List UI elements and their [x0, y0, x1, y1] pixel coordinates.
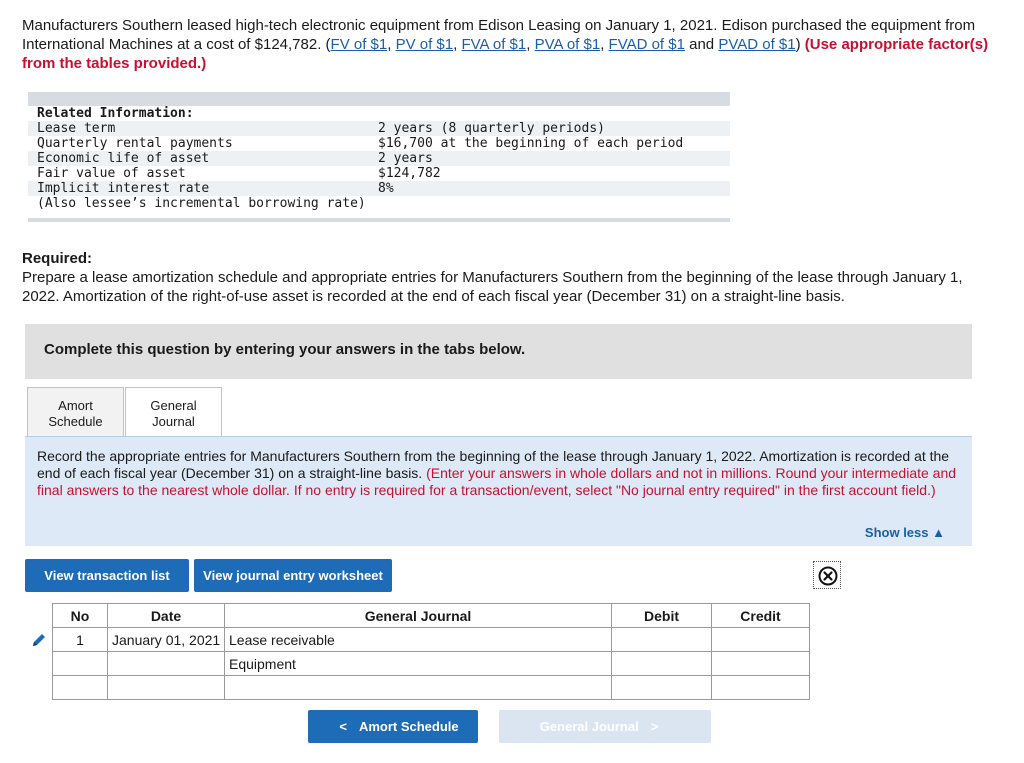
col-general-journal: General Journal: [225, 604, 612, 628]
info-value: $16,700 at the beginning of each period: [378, 136, 684, 151]
prev-amort-schedule-button[interactable]: [308, 710, 478, 743]
table-row: [53, 628, 810, 652]
show-less-label: Show less: [864, 525, 929, 540]
info-label: Lease term: [37, 121, 116, 136]
info-value: 2 years: [378, 151, 433, 166]
col-credit: Credit: [712, 604, 810, 628]
tab-label-line1: General: [150, 398, 197, 413]
link-pv[interactable]: PV of $1: [395, 36, 454, 53]
cell-account[interactable]: [225, 676, 612, 700]
cell-no: [53, 652, 108, 676]
instructions-note: (Enter your answers in whole dollars and not in millions. Round your intermediate and final answers to the nearest whole dollar. If no entry is required for a transaction/event, select "No journal entry required" in the first account field.): [37, 465, 957, 498]
cell-credit[interactable]: [712, 676, 810, 700]
table-row: [53, 676, 810, 700]
next-general-journal-button[interactable]: [499, 710, 711, 743]
chevron-left-icon: <: [339, 719, 347, 734]
cell-date: [108, 652, 225, 676]
cell-account[interactable]: Lease receivable: [225, 628, 612, 652]
related-info-heading: Related Information:: [37, 106, 194, 121]
tab-label-line1: Amort: [58, 398, 93, 413]
info-label: Implicit interest rate: [37, 181, 210, 196]
required-text: Prepare a lease amortization schedule and appropriate entries for Manufacturers Southern from the beginning of the lease through January 1, 2022. Amortization of the right-of-use asset is recorded at the end of each fiscal year (December 31) on a straight-line basis.: [22, 269, 963, 305]
tab-general-journal[interactable]: [125, 387, 222, 438]
cell-date: [108, 676, 225, 700]
view-transaction-list-button[interactable]: View transaction list: [25, 559, 189, 592]
show-less-toggle[interactable]: [865, 525, 945, 540]
tab-label-line2: Schedule: [48, 414, 103, 429]
link-pvad[interactable]: PVAD of $1: [718, 36, 796, 53]
cell-debit[interactable]: [612, 628, 712, 652]
link-fva[interactable]: FVA of $1: [461, 36, 527, 53]
info-row: [28, 136, 730, 151]
problem-intro: Manufacturers Southern leased high-tech electronic equipment from Edison Leasing on January 1, 2021. Edison purchased the equipment from International Machines at a cost of $124,782. (FV of $1, PV of $1, FVA of $1, PVA of $1, FVAD of $1 and PVAD of $1) (Use appropriate factor(s) from the tables provided.): [22, 17, 989, 72]
related-information-table: [28, 92, 730, 222]
triangle-up-icon: ▲: [932, 525, 945, 540]
info-label: Fair value of asset: [37, 166, 186, 181]
info-label: (Also lessee’s incremental borrowing rate): [37, 196, 366, 211]
link-fvad[interactable]: FVAD of $1: [608, 36, 685, 53]
info-value: $124,782: [378, 166, 441, 181]
instructions-panel: [25, 436, 972, 546]
intro-text: Manufacturers Southern leased high-tech electronic equipment from Edison Leasing on January 1, 2021. Edison purchased the equipment from International Machines at a cost of $124,782. (: [22, 17, 976, 53]
instructions-main: Record the appropriate entries for Manufacturers Southern from the beginning of the lease through January 1, 2022. Amortization is recorded at the end of each fiscal year (December 31) on a straight-line basis.: [37, 448, 950, 481]
info-value: 2 years (8 quarterly periods): [378, 121, 605, 136]
intro-and: and: [689, 36, 715, 53]
instructions-text: [37, 448, 962, 499]
link-pva[interactable]: PVA of $1: [534, 36, 601, 53]
info-row: [28, 166, 730, 181]
info-row: [28, 121, 730, 136]
use-tables-note: (Use appropriate factor(s) from the tables provided.): [22, 36, 989, 72]
general-journal-table: [52, 603, 810, 700]
complete-question-bar: [25, 324, 972, 379]
view-journal-entry-worksheet-button[interactable]: View journal entry worksheet: [194, 559, 392, 592]
required-heading: Required:: [22, 250, 93, 267]
table-row: [53, 652, 810, 676]
table-header-row: [53, 604, 810, 628]
info-value: 8%: [378, 181, 394, 196]
chevron-right-icon: >: [650, 719, 659, 734]
cell-credit[interactable]: [712, 652, 810, 676]
col-no: No: [53, 604, 108, 628]
col-debit: Debit: [612, 604, 712, 628]
cell-credit[interactable]: [712, 628, 810, 652]
info-label: Quarterly rental payments: [37, 136, 233, 151]
cell-no: [53, 676, 108, 700]
info-label: Economic life of asset: [37, 151, 210, 166]
info-row: [28, 151, 730, 166]
clear-entries-button[interactable]: [813, 561, 841, 589]
tab-label-line2: Journal: [152, 414, 195, 429]
col-date: Date: [108, 604, 225, 628]
cell-debit[interactable]: [612, 652, 712, 676]
info-top-bar: [28, 92, 730, 106]
tab-amort-schedule[interactable]: [27, 387, 124, 437]
intro-close-paren: ): [795, 36, 801, 53]
cell-date: January 01, 2021: [108, 628, 225, 652]
info-row: [28, 196, 730, 211]
cell-account[interactable]: Equipment: [225, 652, 612, 676]
pencil-icon[interactable]: [30, 631, 48, 649]
circle-x-icon: [818, 566, 838, 586]
link-fv[interactable]: FV of $1: [330, 36, 388, 53]
next-button-label: General Journal: [539, 719, 639, 734]
complete-question-text: Complete this question by entering your answers in the tabs below.: [44, 341, 526, 358]
prev-button-label: Amort Schedule: [358, 719, 459, 734]
cell-no: 1: [53, 628, 108, 652]
required-section: [22, 249, 997, 306]
info-bottom-bar: [28, 218, 730, 222]
info-row: [28, 181, 730, 196]
cell-debit[interactable]: [612, 676, 712, 700]
